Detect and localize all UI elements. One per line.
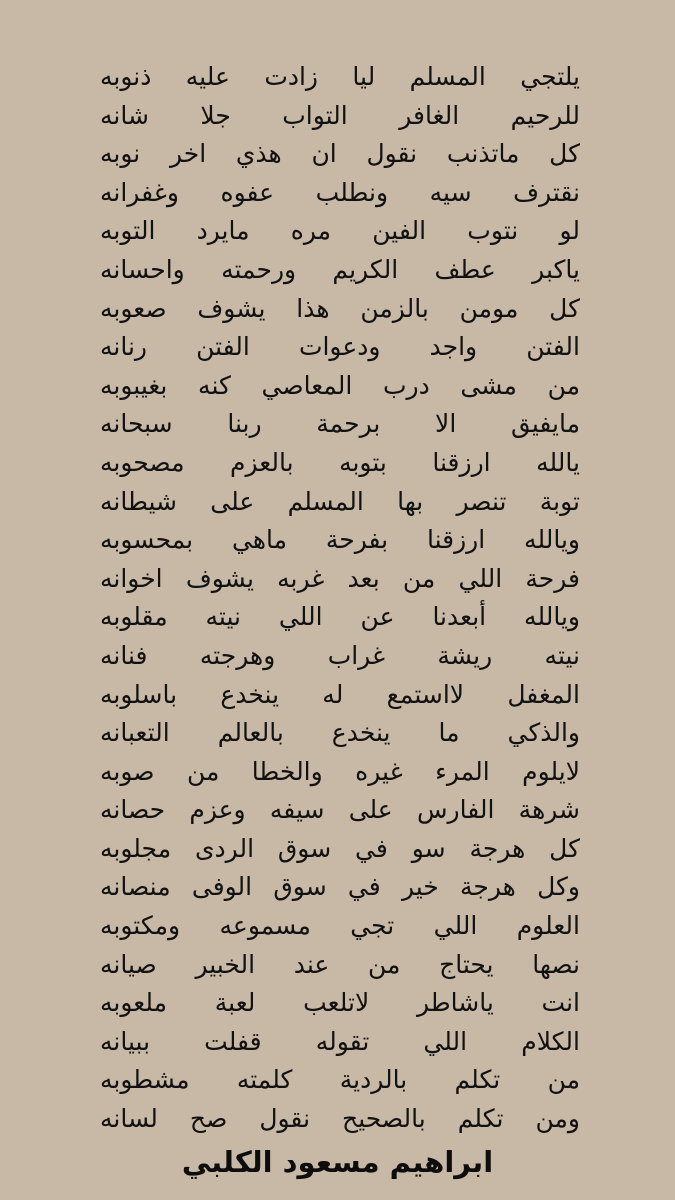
poem-line-17: المغفل لااستمع له ينخدع باسلوبه [100,679,580,709]
poem [100,58,580,1139]
poem-line-10: مايفيق الا برحمة ربنا سبحانه [100,409,580,439]
poem-line-28: ومن تكلم بالصحيح نقول صح لسانه [100,1104,580,1134]
poem-line-11: يالله ارزقنا بتوبه بالعزم مصحوبه [100,447,580,477]
poem-line-9: من مشى درب المعاصي كنه بغيبوبه [100,370,580,400]
poem-line-12: توبة تنصر بها المسلم على شيطانه [100,486,580,516]
author-name: ابراهيم مسعود الكلبي [181,1145,494,1179]
poem-line-22: وكل هرجة خير في سوق الوفى منصانه [100,872,580,902]
poem-line-16: نيته ريشة غراب وهرجته فنانه [100,640,580,670]
poem-line-19: لايلوم المرء غيره والخطا من صوبه [100,756,580,786]
poem-line-1: يلتجي المسلم ليا زادت عليه ذنوبه [100,62,580,91]
poem-line-25: انت ياشاطر لاتلعب لعبة ملعوبه [100,988,580,1018]
poem-line-27: من تكلم بالردية كلمته مشطوبه [100,1065,580,1095]
poem-line-14: فرحة اللي من بعد غربه يشوف اخوانه [100,563,580,593]
poem-line-13: ويالله ارزقنا بفرحة ماهي بمحسوبه [100,525,580,555]
poem-line-8: الفتن واجد ودعوات الفتن رنانه [100,332,580,362]
poem-line-21: كل هرجة سو في سوق الردى مجلوبه [100,833,580,863]
poem-line-3: كل ماتذنب نقول ان هذي اخر نوبه [100,139,580,169]
poem-line-18: والذكي ما ينخدع بالعالم التعبانه [100,718,580,748]
poem-line-5: لو نتوب الفين مره مايرد التوبه [100,216,580,246]
poem-line-24: نصها يحتاج من عند الخبير صيانه [100,949,580,979]
poem-line-20: شرهة الفارس على سيفه وعزم حصانه [100,795,580,825]
poem-line-23: العلوم اللي تجي مسموعه ومكتوبه [100,911,580,941]
poem-line-6: ياكبر عطف الكريم ورحمته واحسانه [100,254,580,284]
poem-line-7: كل مومن بالزمن هذا يشوف صعوبه [100,293,580,323]
poem-line-26: الكلام اللي تقوله قفلت ببيانه [100,1026,580,1056]
poem-line-15: ويالله أبعدنا عن اللي نيته مقلوبه [100,602,580,632]
poem-line-2: للرحيم الغافر التواب جلا شانه [100,100,580,130]
poem-line-4: نقترف سيه ونطلب عفوه وغفرانه [100,177,580,207]
